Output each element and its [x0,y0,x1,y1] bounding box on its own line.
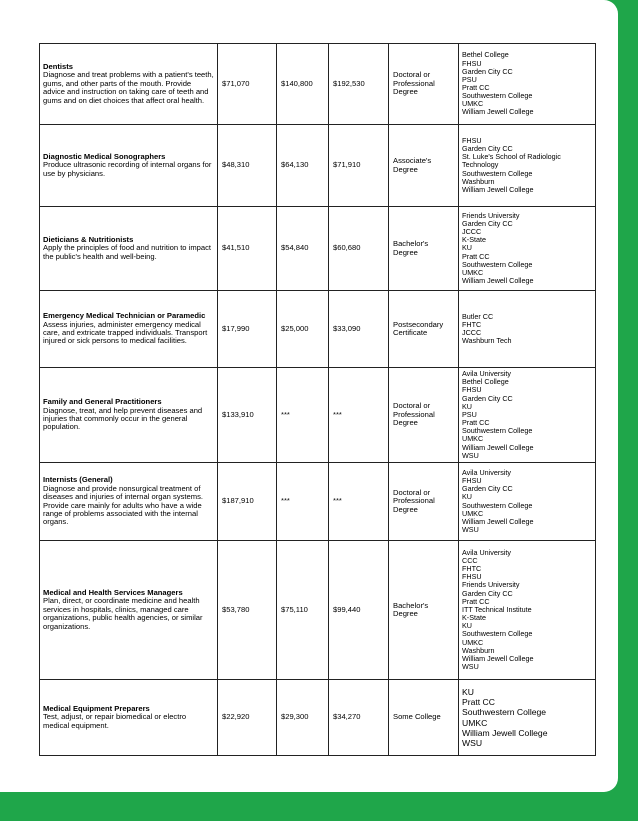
school-name: Pratt CC [462,251,490,261]
occupation-description: Apply the principles of food and nutrition to impact the public's health and well-being. [43,243,212,261]
school-name: Butler CC [462,311,494,321]
school-name: PSU [462,409,477,419]
school-name: JCCC [462,328,482,337]
table-row [40,541,596,680]
schools-cell [459,207,596,291]
experienced-wage-cell: *** [329,463,389,541]
school-name: Southwestern College [462,707,547,718]
school-name: Garden City CC [462,144,513,154]
median-wage-cell: *** [277,463,329,541]
school-name: Friends University [462,210,520,220]
school-name: Southwestern College [462,259,533,269]
occupation-title: Medical Equipment Preparers [43,703,150,713]
school-name: FHSU [462,58,482,68]
experienced-wage-cell: *** [329,368,389,463]
careers-table [39,43,596,756]
school-name: FHTC [462,564,482,574]
occupation-cell [40,368,218,463]
occupation-description: Produce ultrasonic recording of internal organs for use by physicians. [43,160,212,178]
experienced-wage-cell: $60,680 [329,207,389,291]
school-name: Pratt CC [462,83,490,92]
experienced-wage-cell: $71,910 [329,125,389,207]
school-name: KU [462,243,472,253]
school-name: Bethel College [462,50,509,60]
school-name: Avila University [462,467,511,477]
entry-wage-cell: $22,920 [218,680,277,756]
occupation-cell [40,291,218,368]
education-cell: Bachelor's Degree [389,207,459,291]
school-name: KU [462,686,474,697]
school-name: UMKC [462,267,484,277]
school-name: KU [462,492,472,502]
experienced-wage-cell: $33,090 [329,291,389,368]
school-name: Avila University [462,369,511,379]
school-name: UMKC [462,508,484,518]
school-name: UMKC [462,717,488,728]
school-name: William Jewell College [462,442,534,452]
school-name: FHSU [462,476,482,486]
entry-wage-cell: $41,510 [218,207,277,291]
school-name: Pratt CC [462,696,495,707]
school-name: FHSU [462,385,482,395]
occupation-title: Dentists [43,61,73,71]
education-cell: Some College [389,680,459,756]
schools-cell [459,291,596,368]
school-name: WSU [462,524,479,534]
entry-wage-cell: $187,910 [218,463,277,541]
school-name: Garden City CC [462,66,513,76]
school-name: FHSU [462,572,482,582]
entry-wage-cell: $71,070 [218,44,277,125]
occupation-description: Diagnose and provide nonsurgical treatment of diseases and injuries of internal organ systems. Provide care mainly for adults who have a wide range of problems associated with the internal organs. [43,483,203,527]
school-name: Washburn [462,176,495,186]
school-name: KU [462,401,472,411]
school-name: Friends University [462,580,520,590]
school-name: Garden City CC [462,484,513,494]
occupation-cell [40,541,218,680]
occupation-description: Plan, direct, or coordinate medicine and health services in hospitals, clinics, managed care organizations, public health agencies, or similar organizations. [43,596,203,631]
median-wage-cell: $140,800 [277,44,329,125]
school-name: UMKC [462,434,484,444]
school-name: Southwestern College [462,91,533,101]
school-name: WSU [462,450,479,460]
school-name: Washburn [462,645,495,655]
median-wage-cell: $25,000 [277,291,329,368]
schools-cell [459,368,596,463]
school-name: Washburn Tech [462,336,512,346]
schools-cell [459,541,596,680]
experienced-wage-cell: $192,530 [329,44,389,125]
median-wage-cell: $29,300 [277,680,329,756]
occupation-title: Diagnostic Medical Sonographers [43,151,166,161]
school-name: ITT Technical Institute [462,604,532,614]
school-name: FHTC [462,319,482,329]
education-cell: Bachelor's Degree [389,541,459,680]
table-row [40,125,596,207]
occupation-description: Diagnose and treat problems with a patient's teeth, gums, and other parts of the mouth. Provide advice and instruction on taking care of teeth and gums and on diet choices that affect oral health. [43,70,214,105]
school-name: KU [462,621,472,631]
school-name: PSU [462,74,477,84]
school-name: William Jewell College [462,516,534,526]
experienced-wage-cell: $99,440 [329,541,389,680]
occupation-description: Test, adjust, or repair biomedical or electro medical equipment. [43,712,187,730]
school-name: CCC [462,555,478,565]
education-cell: Doctoral or Professional Degree [389,368,459,463]
school-name: Pratt CC [462,596,490,606]
median-wage-cell: *** [277,368,329,463]
occupation-description: Diagnose, treat, and help prevent diseases and injuries that commonly occur in the general population. [43,405,203,432]
school-name: Pratt CC [462,418,490,428]
occupation-description: Assess injuries, administer emergency medical care, and extricate trapped individuals. Transport injured or sick persons to medical facilities. [43,319,208,346]
occupation-cell [40,207,218,291]
occupation-title: Dieticians & Nutritionists [43,234,134,244]
schools-cell [459,463,596,541]
school-name: William Jewell College [462,727,548,738]
table-row [40,207,596,291]
school-name: St. Luke's School of Radiologic Technology [462,152,561,170]
table-row [40,44,596,125]
experienced-wage-cell: $34,270 [329,680,389,756]
occupation-title: Internists (General) [43,475,113,485]
occupation-title: Family and General Practitioners [43,397,162,407]
entry-wage-cell: $53,780 [218,541,277,680]
school-name: Southwestern College [462,629,533,639]
occupation-cell [40,125,218,207]
table-row [40,291,596,368]
school-name: Garden City CC [462,588,513,598]
school-name: Bethel College [462,377,509,387]
school-name: Southwestern College [462,426,533,436]
education-cell: Postsecondary Certificate [389,291,459,368]
schools-cell [459,44,596,125]
school-name: Garden City CC [462,218,513,228]
education-cell: Doctoral or Professional Degree [389,463,459,541]
occupation-cell [40,44,218,125]
school-name: Southwestern College [462,168,533,178]
school-name: UMKC [462,99,484,109]
occupation-title: Medical and Health Services Managers [43,587,183,597]
school-name: William Jewell College [462,184,534,194]
entry-wage-cell: $17,990 [218,291,277,368]
occupation-cell [40,463,218,541]
median-wage-cell: $75,110 [277,541,329,680]
median-wage-cell: $64,130 [277,125,329,207]
entry-wage-cell: $48,310 [218,125,277,207]
school-name: FHSU [462,135,482,145]
school-name: JCCC [462,227,482,237]
schools-cell [459,125,596,207]
table-row [40,368,596,463]
school-name: WSU [462,738,483,749]
table-row [40,680,596,756]
table-row [40,463,596,541]
school-name: K-State [462,613,486,623]
school-name: K-State [462,235,486,245]
education-cell: Associate's Degree [389,125,459,207]
school-name: William Jewell College [462,107,534,117]
school-name: William Jewell College [462,653,534,663]
occupation-title: Emergency Medical Technician or Paramedic [43,311,206,321]
school-name: UMKC [462,637,484,647]
school-name: WSU [462,662,479,672]
school-name: William Jewell College [462,276,534,286]
school-name: Garden City CC [462,393,513,403]
occupation-cell [40,680,218,756]
entry-wage-cell: $133,910 [218,368,277,463]
school-name: Southwestern College [462,500,533,510]
median-wage-cell: $54,840 [277,207,329,291]
education-cell: Doctoral or Professional Degree [389,44,459,125]
school-name: Avila University [462,547,511,557]
schools-cell [459,680,596,756]
